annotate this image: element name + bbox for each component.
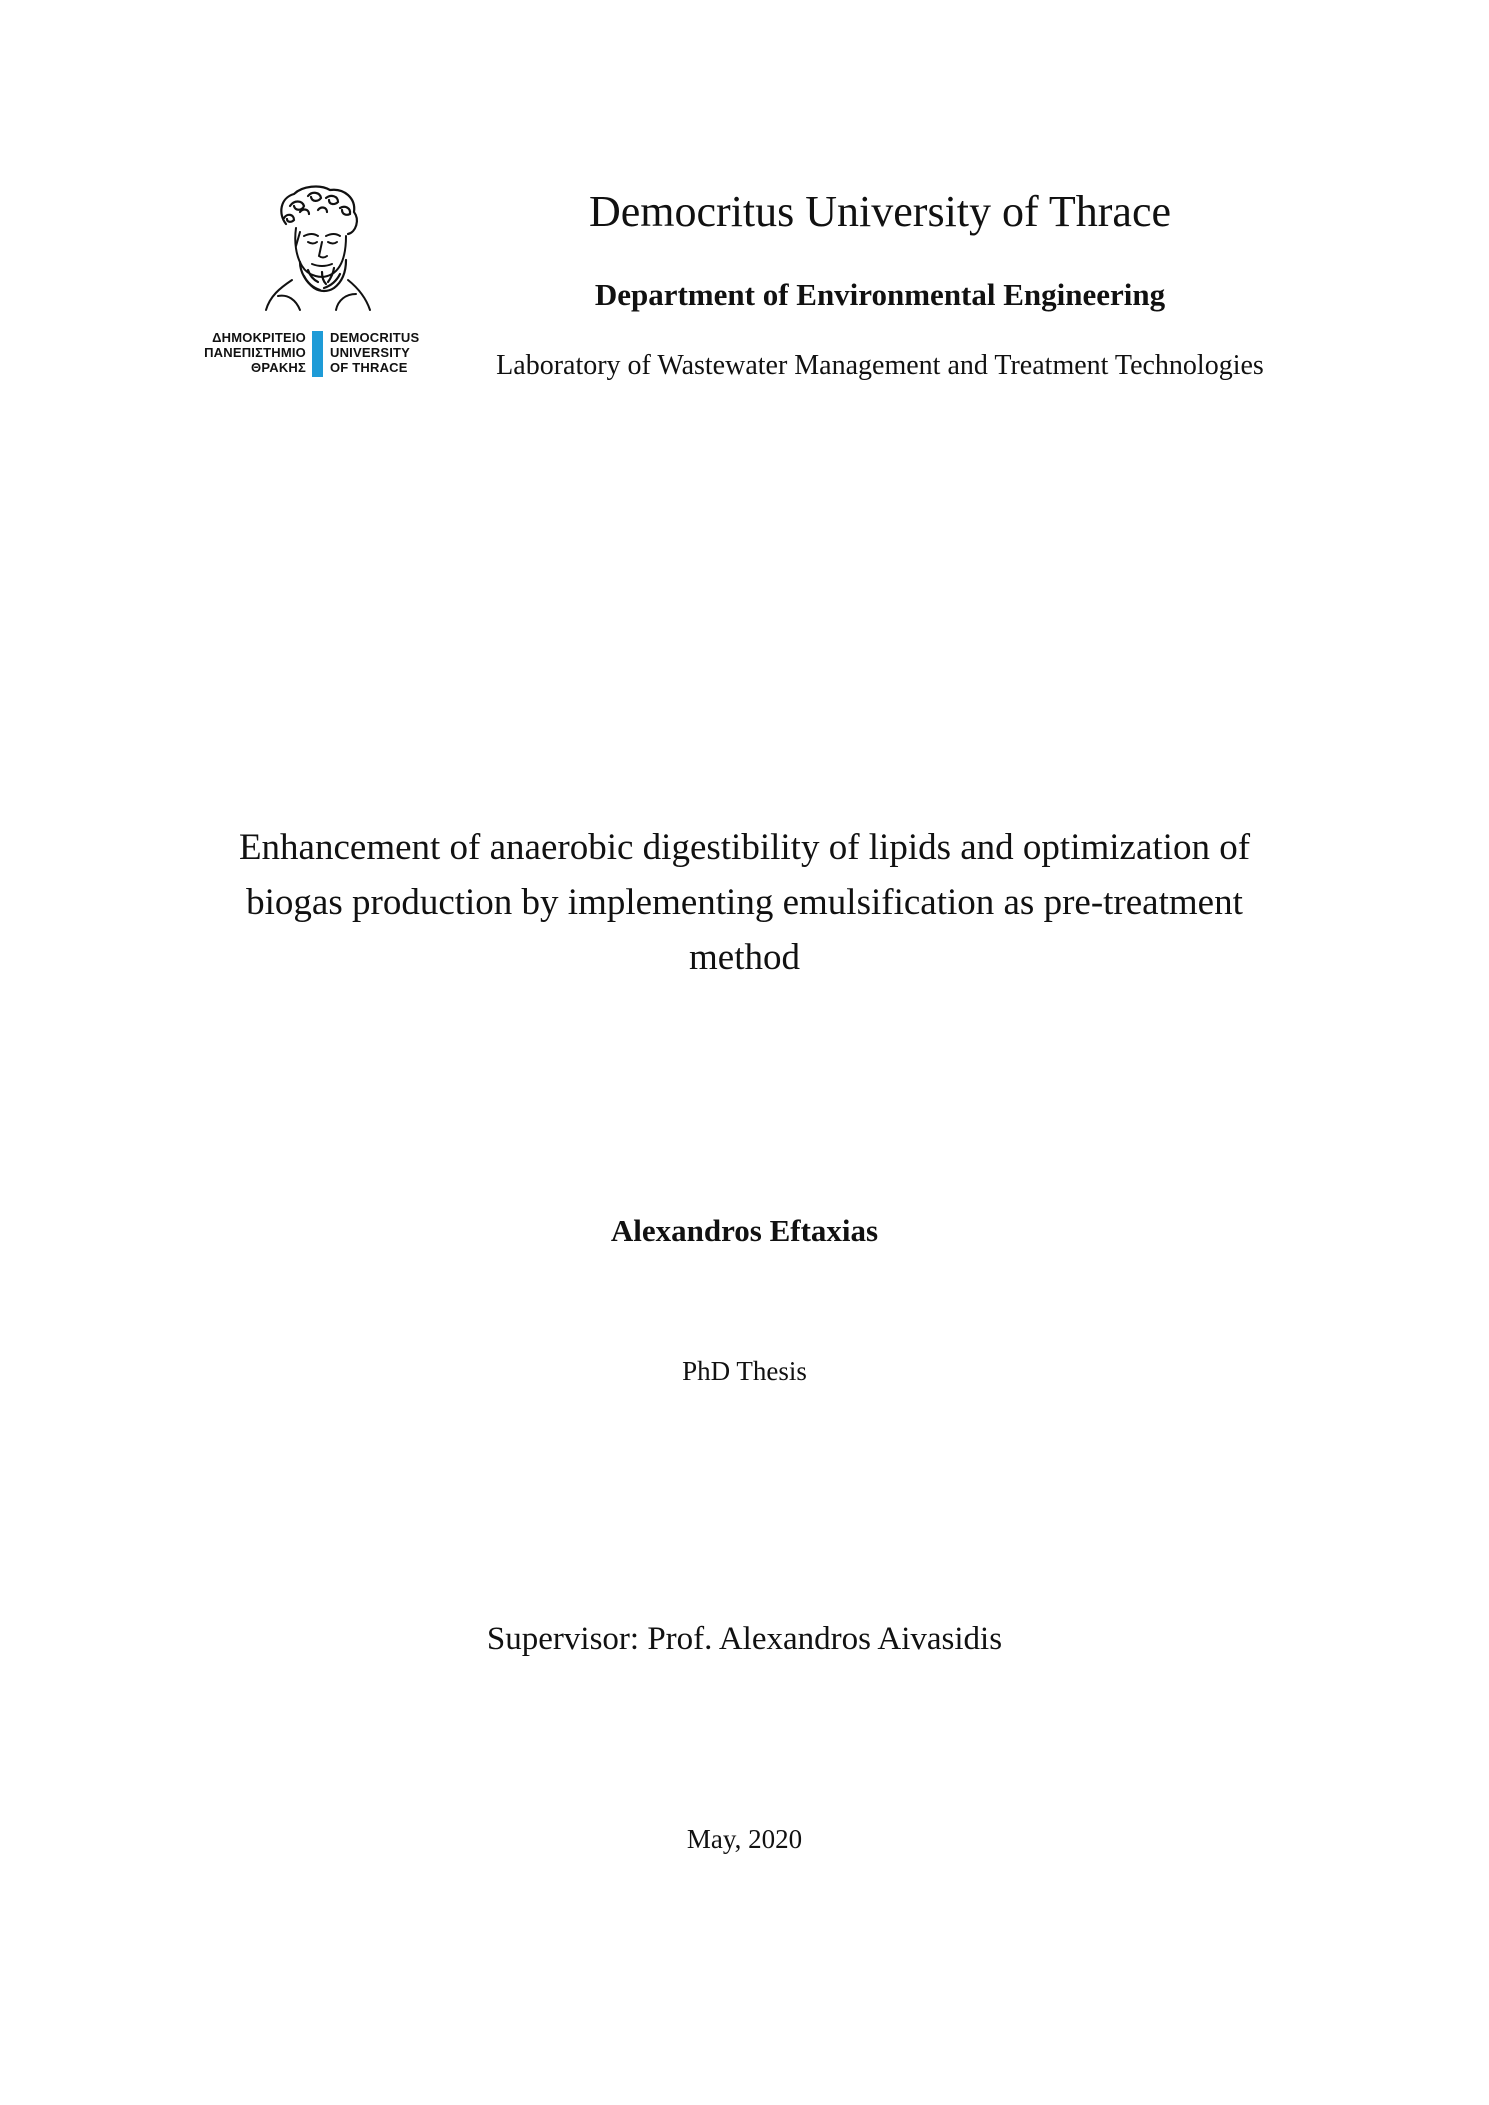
degree-type: PhD Thesis xyxy=(682,1356,807,1386)
thesis-title-line: Enhancement of anaerobic digestibility of lipids and optimization of xyxy=(238,827,1251,868)
author-name: Alexandros Eftaxias xyxy=(610,1213,879,1248)
logo-greek-line: ΘΡΑΚΗΣ xyxy=(251,360,306,375)
logo-greek-line: ΠΑΝΕΠΙΣΤΗΜΙΟ xyxy=(204,345,306,360)
university-name: Democritus University of Thrace xyxy=(588,187,1171,236)
thesis-title-line: method xyxy=(689,937,800,978)
logo-english-text xyxy=(330,330,419,375)
democritus-bust-icon xyxy=(256,184,378,312)
submission-date: May, 2020 xyxy=(686,1824,803,1854)
laboratory-name: Laboratory of Wastewater Management and Treatment Technologies xyxy=(496,350,1264,381)
thesis-title-line: biogas production by implementing emulsification as pre-treatment xyxy=(246,882,1243,923)
logo-english-line: UNIVERSITY xyxy=(330,345,411,360)
university-logo xyxy=(196,184,432,384)
department-name: Department of Environmental Engineering xyxy=(594,277,1166,312)
logo-wordmark xyxy=(196,330,432,380)
logo-greek-text xyxy=(204,330,306,375)
logo-divider-bar xyxy=(312,331,323,377)
logo-english-line: DEMOCRITUS xyxy=(330,330,420,345)
logo-greek-line: ΔΗΜΟΚΡΙΤΕΙΟ xyxy=(212,330,306,345)
supervisor-line: Supervisor: Prof. Alexandros Aivasidis xyxy=(486,1621,1003,1657)
thesis-title xyxy=(160,820,1329,985)
logo-english-line: OF THRACE xyxy=(330,360,408,375)
